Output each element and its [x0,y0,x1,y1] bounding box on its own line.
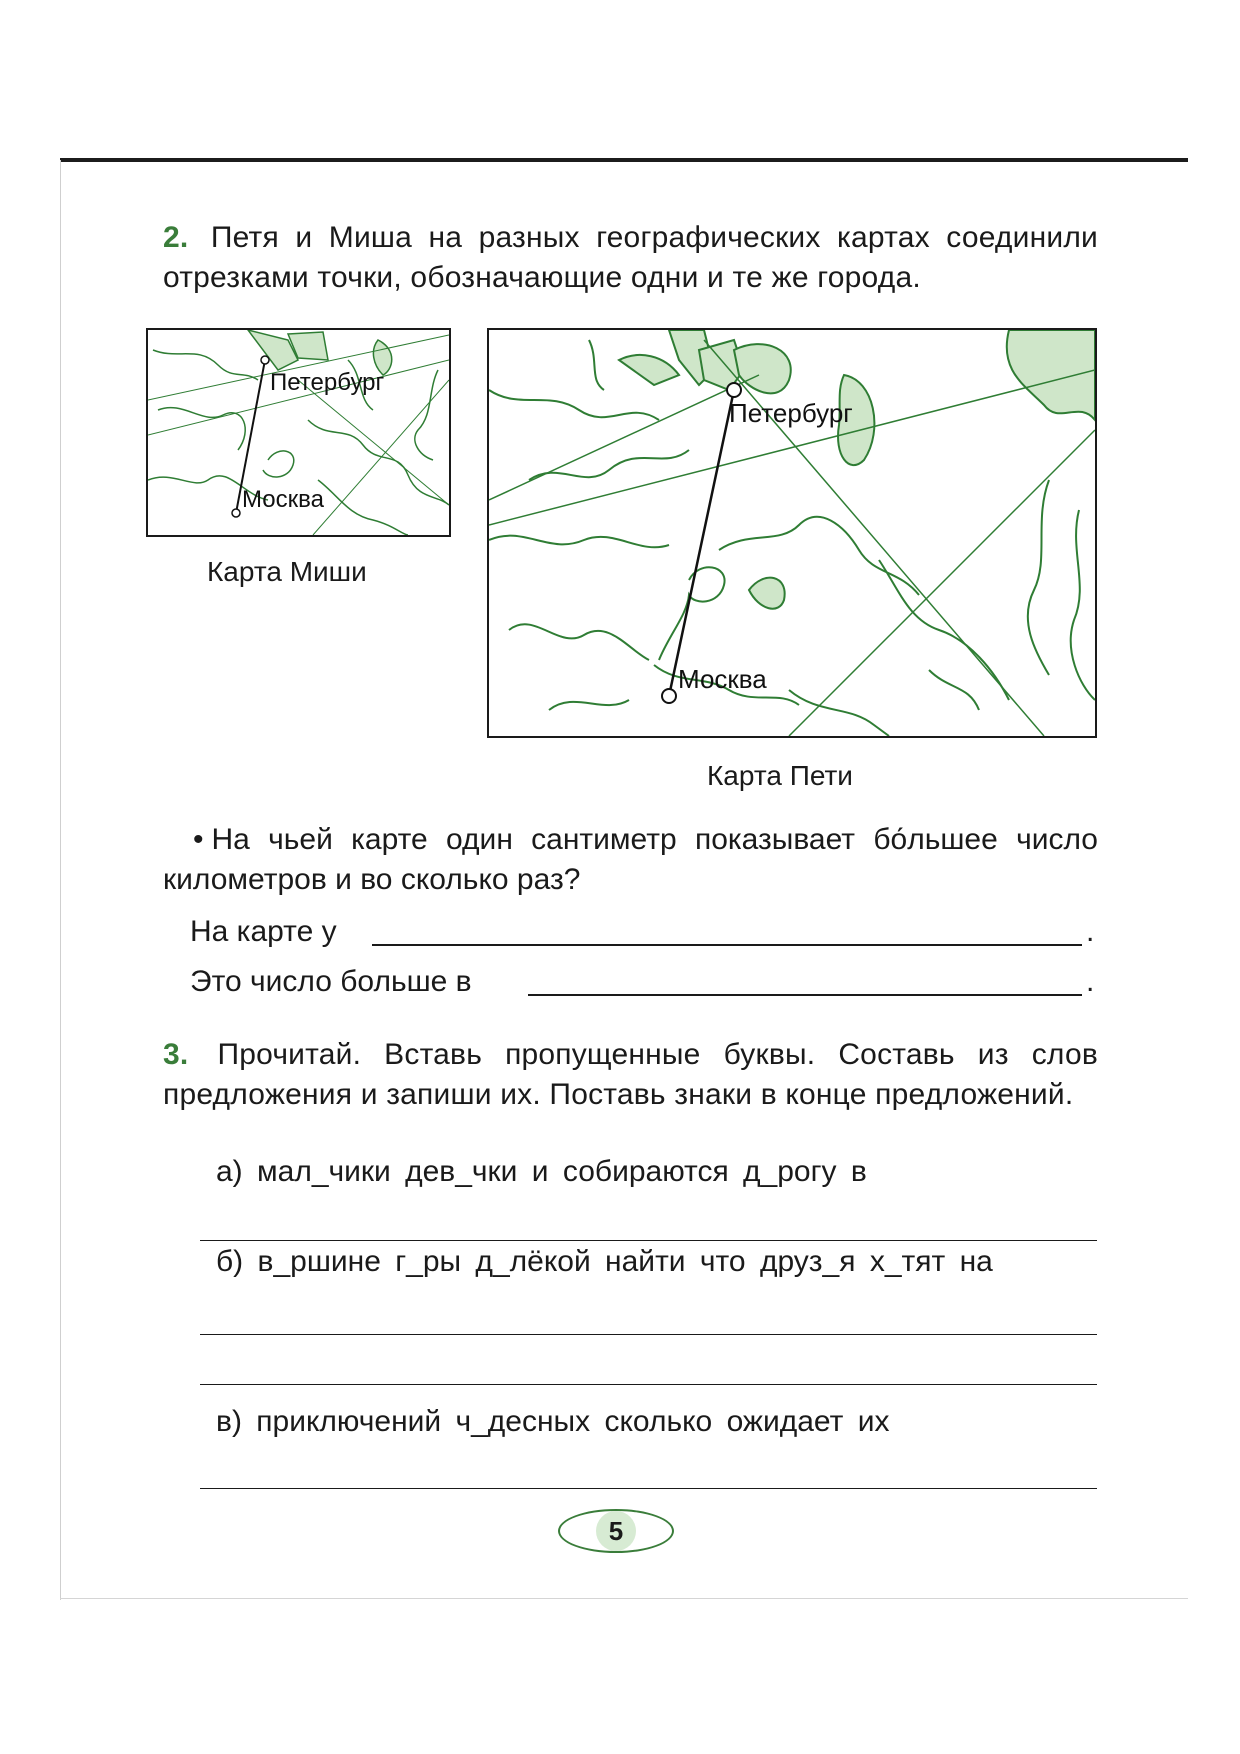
map-petya-drawing [489,330,1095,736]
map-petya-city-top: Петербург [729,398,853,428]
task-2-text [163,218,1098,298]
map-petya-msk-point [662,689,676,703]
answer2-blank[interactable] [528,994,1082,996]
task-3-item-b: б) в_ршине г_ры д_лёкой найти что друз_я х_тят на [216,1245,993,1278]
task-3-text [163,1035,1098,1115]
map-petya-city-bottom: Москва [678,664,767,694]
map-misha-msk-point [232,509,240,517]
left-margin-rule [60,160,61,1600]
answer1-label: На карте у [190,915,337,948]
map-petya-caption: Карта Пети [707,760,853,791]
question-text [163,820,1098,900]
task-3-item-a: а) мал_чики дев_чки и собираются д_рогу в [216,1155,867,1188]
task-2-number: 2. [163,221,189,254]
task-3-number: 3. [163,1038,189,1071]
question-bullet: • [193,823,204,856]
task-2-body: Петя и Миша на разных географических картах соединили отрезками точки, обозначающие одни и те же города. [163,221,1098,294]
map-petya-spb-point [727,383,741,397]
map-misha-caption: Карта Миши [207,556,367,587]
write-line-b1[interactable] [200,1334,1097,1335]
top-rule [60,158,1188,162]
question-body: На чьей карте один сантиметр показывает бо́льшее число километров и во сколько раз? [163,823,1098,896]
map-petya [487,328,1097,738]
map-misha-city-top: Петербург [270,369,385,396]
answer2-label: Это число больше в [190,965,472,998]
answer2-period: . [1086,965,1095,998]
map-misha [146,328,451,537]
bottom-rule [60,1598,1188,1599]
map-misha-city-bottom: Москва [242,486,324,513]
write-line-b2[interactable] [200,1384,1097,1385]
map-misha-spb-point [261,356,269,364]
write-line-a[interactable] [200,1240,1097,1241]
answer1-period: . [1086,915,1095,948]
answer1-blank[interactable] [372,944,1082,946]
task-3-body: Прочитай. Вставь пропущенные буквы. Составь из слов предложения и запиши их. Поставь знаки в конце предложений. [163,1038,1098,1111]
page-number: 5 [596,1511,636,1551]
task-3-item-c: в) приключений ч_десных сколько ожидает их [216,1405,890,1438]
write-line-c[interactable] [200,1488,1097,1489]
map-misha-drawing [148,330,449,535]
